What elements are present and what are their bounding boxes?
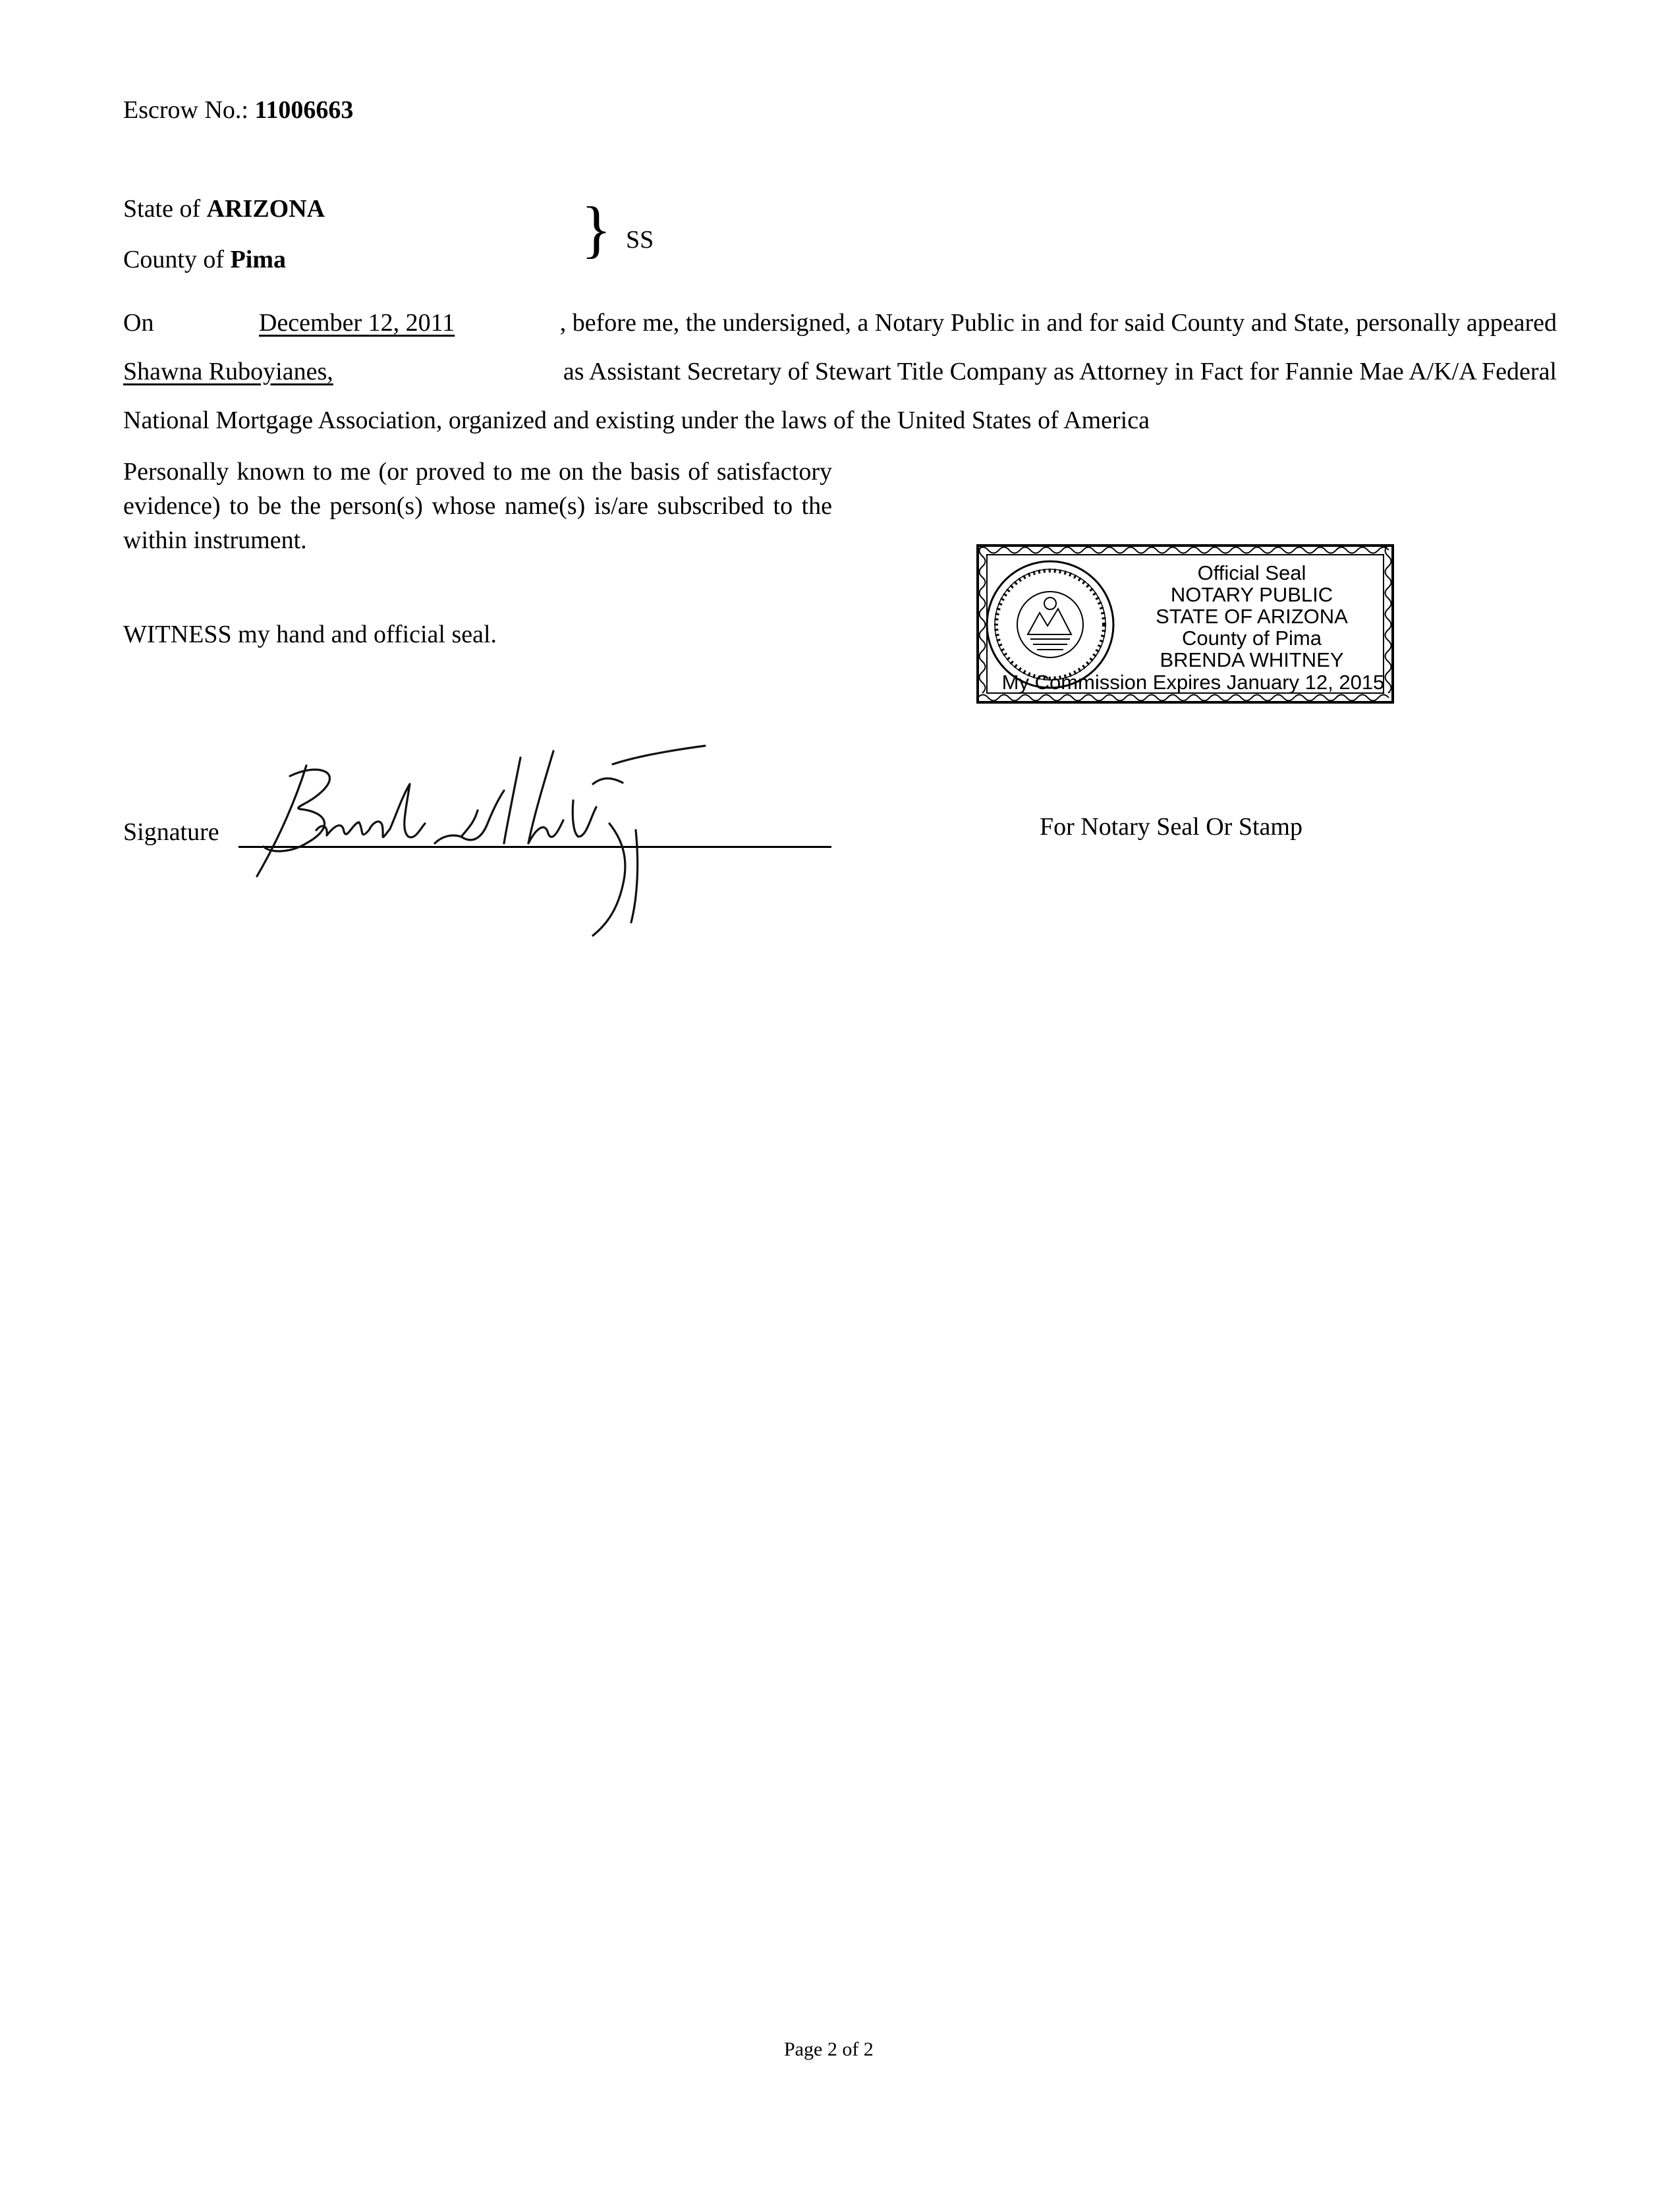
escrow-label: Escrow No.: xyxy=(123,96,248,124)
notary-seal-stamp xyxy=(972,540,1398,708)
state-emblem xyxy=(987,561,1113,688)
seal-caption: For Notary Seal Or Stamp xyxy=(1040,813,1302,841)
known-paragraph: Personally known to me (or proved to me on the basis of satisfactory evidence) to be the person(s) whose name(s) is/are subscribed to the within instrument. xyxy=(123,458,832,554)
ack-line-3: National Mortgage Association, organized and existing under the laws of the United States of America xyxy=(123,406,1150,434)
seal-line-1: Official Seal xyxy=(1197,561,1306,584)
ack-on: On xyxy=(123,309,154,337)
seal-line-2: NOTARY PUBLIC xyxy=(1170,583,1333,606)
handwritten-signature xyxy=(244,744,718,942)
seal-line-3: STATE OF ARIZONA xyxy=(1156,605,1348,628)
county-line xyxy=(123,247,286,272)
page-number: Page 2 of 2 xyxy=(784,2038,874,2060)
witness-line: WITNESS my hand and official seal. xyxy=(123,621,497,648)
state-value: ARIZONA xyxy=(206,195,325,223)
ack-line2-rest: as Assistant Secretary of Stewart Title Company as Attorney in Fact for Fannie Mae A/K/A Federal xyxy=(563,358,1557,385)
county-value: Pima xyxy=(230,246,286,273)
state-line xyxy=(123,196,325,221)
signature-label: Signature xyxy=(123,818,219,846)
ss-label: SS xyxy=(626,226,654,254)
seal-line-6: My Commission Expires January 12, 2015 xyxy=(1001,671,1385,694)
seal-line-4: County of Pima xyxy=(1182,627,1322,650)
state-label: State of xyxy=(123,195,201,223)
ack-line-2 xyxy=(123,359,1557,384)
seal-line-5: BRENDA WHITNEY xyxy=(1160,648,1344,671)
ack-date: December 12, 2011 xyxy=(259,309,455,337)
escrow-line xyxy=(123,98,353,123)
county-label: County of xyxy=(123,246,225,273)
escrow-number: 11006663 xyxy=(254,96,354,124)
ack-line-1 xyxy=(123,310,1557,335)
ack-person: Shawna Ruboyianes, xyxy=(123,358,333,385)
ack-line1-rest: , before me, the undersigned, a Notary Public in and for said County and State, personally appeared xyxy=(559,309,1557,337)
venue-brace: } xyxy=(581,194,612,264)
